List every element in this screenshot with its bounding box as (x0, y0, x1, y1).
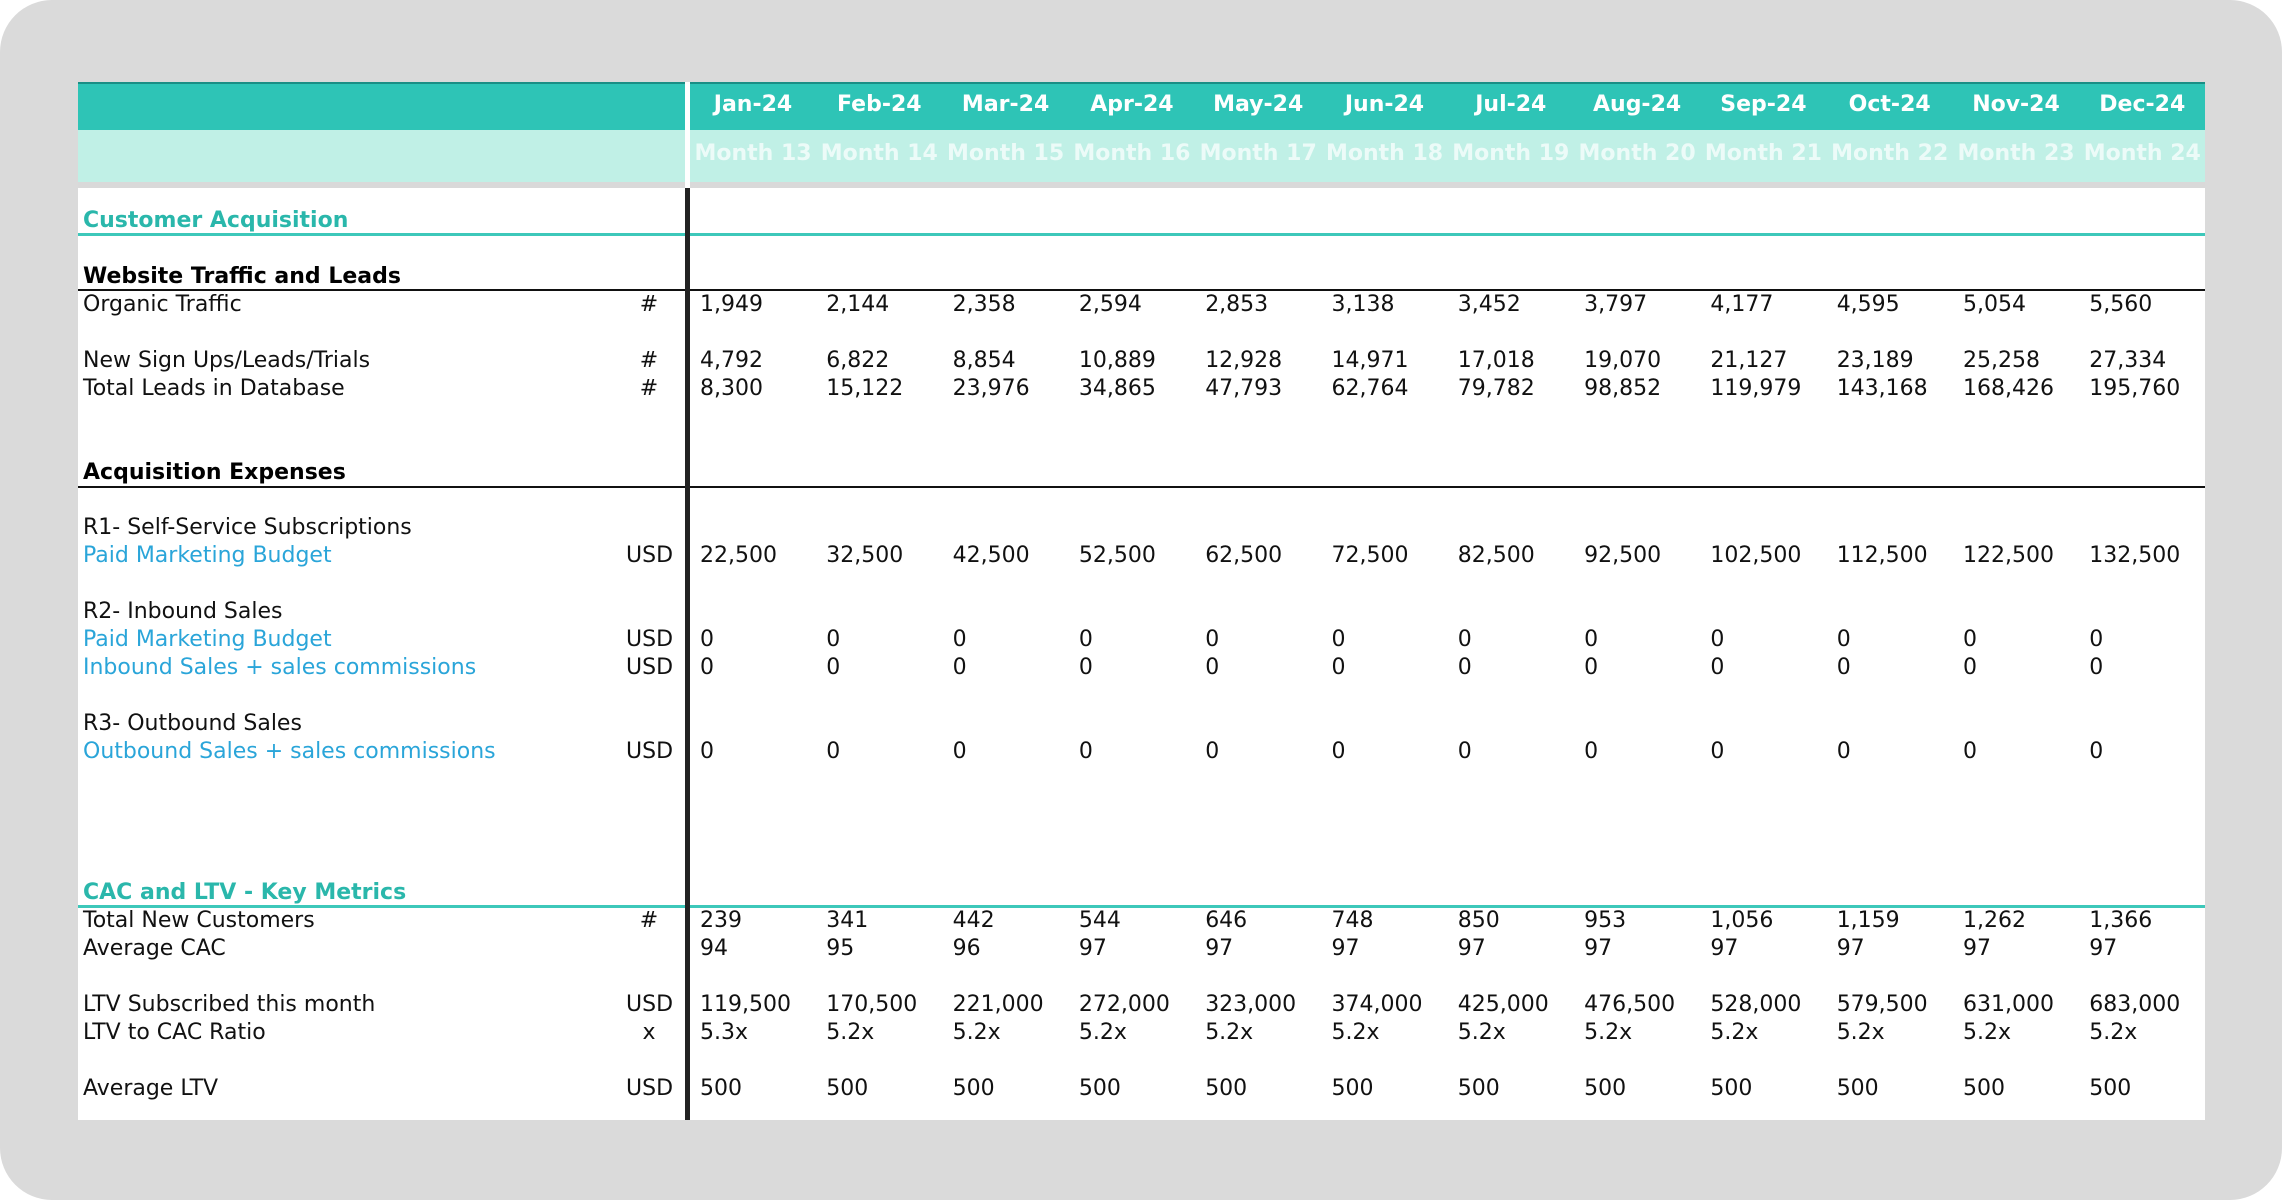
header-divider-gap (685, 82, 690, 188)
cell-value[interactable]: 850 (1457, 908, 1500, 933)
cell-value[interactable]: 97 (1205, 936, 1234, 961)
row-r3-outbound-sales[interactable] (78, 739, 2205, 767)
row-label: Organic Traffic (83, 292, 242, 317)
cell-value[interactable]: 544 (1078, 908, 1121, 933)
cell-value[interactable]: 500 (1836, 1076, 1879, 1101)
cell-value[interactable]: 0 (1331, 655, 1346, 680)
row-r3-title (78, 711, 2205, 739)
cell-value[interactable]: 34,865 (1078, 376, 1156, 401)
cell-value[interactable]: 97 (2089, 936, 2118, 961)
cell-value[interactable]: 122,500 (1963, 543, 2054, 568)
cell-value[interactable]: 25,258 (1963, 348, 2040, 373)
cell-value[interactable]: 500 (1963, 1076, 2005, 1101)
month-number-header: Month 17 (1199, 141, 1317, 166)
cell-value[interactable]: 1,159 (1836, 908, 1900, 933)
section-underline (78, 905, 2205, 908)
cell-value[interactable]: 42,500 (952, 543, 1030, 568)
row-label: New Sign Ups/Leads/Trials (83, 348, 371, 373)
cell-value[interactable]: 5.2x (1963, 1020, 2012, 1045)
cell-value[interactable]: 15,122 (826, 376, 904, 401)
row-unit: USD (626, 1076, 674, 1101)
cell-value[interactable]: 0 (1963, 627, 1977, 652)
month-header: Jan-24 (713, 92, 793, 117)
row-organic-traffic[interactable] (78, 292, 2205, 320)
row-unit: # (639, 292, 659, 317)
cell-value[interactable]: 0 (1457, 739, 1472, 764)
cell-value[interactable]: 0 (700, 739, 714, 764)
cell-value[interactable]: 4,177 (1710, 292, 1774, 317)
cell-value[interactable]: 0 (952, 627, 967, 652)
section-cac-ltv (78, 880, 2205, 908)
row-label: R1- Self-Service Subscriptions (83, 515, 412, 540)
cell-value[interactable]: 62,764 (1331, 376, 1409, 401)
month-number-header: Month 23 (1957, 141, 2075, 166)
cell-value[interactable]: 0 (1457, 655, 1472, 680)
cell-value[interactable]: 102,500 (1710, 543, 1802, 568)
cell-value[interactable]: 1,056 (1710, 908, 1774, 933)
month-header: Jun-24 (1344, 92, 1425, 117)
cell-value[interactable]: 32,500 (826, 543, 904, 568)
cell-value[interactable]: 0 (1963, 739, 1977, 764)
row-unit: USD (626, 739, 674, 764)
cell-value[interactable]: 22,500 (700, 543, 777, 568)
cell-value[interactable]: 239 (700, 908, 742, 933)
cell-value[interactable]: 0 (1836, 655, 1851, 680)
cell-value[interactable]: 3,138 (1331, 292, 1395, 317)
cell-value[interactable]: 21,127 (1710, 348, 1788, 373)
section-underline (78, 233, 2205, 236)
cell-value[interactable]: 27,334 (2089, 348, 2167, 373)
cell-value[interactable]: 5,560 (2089, 292, 2153, 317)
row-new-signups[interactable] (78, 348, 2205, 376)
cell-value[interactable]: 0 (1331, 627, 1346, 652)
cell-value[interactable]: 2,853 (1205, 292, 1269, 317)
row-label: R2- Inbound Sales (83, 599, 283, 624)
month-header: Oct-24 (1848, 92, 1931, 117)
month-number-header: Month 22 (1831, 141, 1949, 166)
cell-value[interactable]: 272,000 (1078, 992, 1170, 1017)
subsection-title: Website Traffic and Leads (83, 264, 401, 289)
row-label: Paid Marketing Budget (83, 543, 332, 568)
cell-value[interactable]: 97 (1963, 936, 1991, 961)
row-total-new-customers[interactable] (78, 908, 2205, 936)
cell-value[interactable]: 0 (952, 739, 967, 764)
month-header: Apr-24 (1090, 92, 1174, 117)
cell-value[interactable]: 97 (1836, 936, 1865, 961)
cell-value[interactable]: 0 (2089, 739, 2104, 764)
row-label: Total New Customers (83, 908, 315, 933)
cell-value[interactable]: 0 (700, 655, 714, 680)
row-label: LTV Subscribed this month (83, 992, 376, 1017)
month-header: Sep-24 (1720, 92, 1807, 117)
cell-value[interactable]: 5,054 (1963, 292, 2026, 317)
row-total-leads[interactable] (78, 376, 2205, 404)
spreadsheet (78, 82, 2205, 1120)
cell-value[interactable]: 0 (1078, 655, 1093, 680)
cell-value[interactable]: 97 (1710, 936, 1739, 961)
cell-value[interactable]: 476,500 (1584, 992, 1676, 1017)
cell-value[interactable]: 500 (2089, 1076, 2132, 1101)
cell-value[interactable]: 2,358 (952, 292, 1016, 317)
subsection-underline (78, 289, 2205, 291)
cell-value[interactable]: 0 (826, 655, 841, 680)
month-header: Feb-24 (837, 92, 922, 117)
cell-value[interactable]: 748 (1331, 908, 1374, 933)
cell-value[interactable]: 98,852 (1584, 376, 1662, 401)
cell-value[interactable]: 23,189 (1836, 348, 1914, 373)
cell-value[interactable]: 500 (1457, 1076, 1500, 1101)
cell-value[interactable]: 52,500 (1078, 543, 1156, 568)
cell-value[interactable]: 195,760 (2089, 376, 2181, 401)
cell-value[interactable]: 0 (700, 627, 714, 652)
cell-value[interactable]: 8,854 (952, 348, 1016, 373)
row-unit: # (639, 348, 659, 373)
cell-value[interactable]: 94 (700, 936, 728, 961)
row-r2-title (78, 599, 2205, 627)
cell-value[interactable]: 631,000 (1963, 992, 2054, 1017)
cell-value[interactable]: 79,782 (1457, 376, 1535, 401)
month-number-header: Month 24 (2083, 141, 2201, 166)
cell-value[interactable]: 72,500 (1331, 543, 1409, 568)
cell-value[interactable]: 0 (1584, 627, 1599, 652)
cell-value[interactable]: 683,000 (2089, 992, 2181, 1017)
row-average-cac[interactable] (78, 936, 2205, 964)
row-label: LTV to CAC Ratio (83, 1020, 266, 1045)
cell-value[interactable]: 0 (2089, 627, 2104, 652)
cell-value[interactable]: 4,595 (1836, 292, 1900, 317)
row-label: Average LTV (83, 1076, 219, 1101)
month-header: Aug-24 (1593, 92, 1682, 117)
row-label: Average CAC (83, 936, 226, 961)
month-number-header: Month 14 (820, 141, 938, 166)
row-unit: USD (626, 543, 674, 568)
cell-value[interactable]: 2,144 (826, 292, 890, 317)
cell-value[interactable]: 5.3x (700, 1020, 749, 1045)
cell-value[interactable]: 0 (1078, 627, 1093, 652)
row-r1-paid-marketing[interactable] (78, 543, 2205, 571)
month-header: Jul-24 (1475, 92, 1547, 117)
cell-value[interactable]: 8,300 (700, 376, 763, 401)
cell-value[interactable]: 12,928 (1205, 348, 1283, 373)
cell-value[interactable]: 5.2x (2089, 1020, 2138, 1045)
month-header: May-24 (1213, 92, 1304, 117)
subsection-underline (78, 486, 2205, 488)
cell-value[interactable]: 579,500 (1836, 992, 1928, 1017)
month-header: Nov-24 (1972, 92, 2060, 117)
cell-value[interactable]: 0 (1205, 739, 1220, 764)
row-ltv-cac-ratio[interactable] (78, 1020, 2205, 1048)
month-number-header: Month 15 (947, 141, 1065, 166)
header-separator (78, 182, 2205, 188)
row-ltv-subscribed[interactable] (78, 992, 2205, 1020)
month-header: Dec-24 (2099, 92, 2186, 117)
cell-value[interactable]: 0 (1710, 627, 1725, 652)
cell-value[interactable]: 0 (1584, 739, 1599, 764)
cell-value[interactable]: 1,262 (1963, 908, 2026, 933)
cell-value[interactable]: 6,822 (826, 348, 890, 373)
row-r2-inbound-sales[interactable] (78, 655, 2205, 683)
section-customer-acquisition (78, 208, 2205, 236)
cell-value[interactable]: 374,000 (1331, 992, 1423, 1017)
cell-value[interactable]: 0 (1331, 739, 1346, 764)
cell-value[interactable]: 10,889 (1078, 348, 1156, 373)
row-r2-paid-marketing[interactable] (78, 627, 2205, 655)
row-label: Inbound Sales + sales commissions (83, 655, 477, 680)
cell-value[interactable]: 5.2x (1457, 1020, 1506, 1045)
cell-value[interactable]: 17,018 (1457, 348, 1535, 373)
row-unit: USD (626, 627, 674, 652)
cell-value[interactable]: 132,500 (2089, 543, 2181, 568)
row-unit: USD (626, 992, 674, 1017)
cell-value[interactable]: 96 (952, 936, 981, 961)
cell-value[interactable]: 5.2x (1836, 1020, 1885, 1045)
row-unit: # (639, 908, 659, 933)
cell-value[interactable]: 425,000 (1457, 992, 1549, 1017)
cell-value[interactable]: 119,500 (700, 992, 791, 1017)
cell-value[interactable]: 500 (700, 1076, 742, 1101)
cell-value[interactable]: 500 (1078, 1076, 1121, 1101)
row-label: Outbound Sales + sales commissions (83, 739, 496, 764)
cell-value[interactable]: 3,452 (1457, 292, 1521, 317)
cell-value[interactable]: 1,366 (2089, 908, 2153, 933)
row-label: Total Leads in Database (83, 376, 345, 401)
cell-value[interactable]: 5.2x (1710, 1020, 1759, 1045)
cell-value[interactable]: 500 (952, 1076, 995, 1101)
cell-value[interactable]: 341 (826, 908, 869, 933)
cell-value[interactable]: 143,168 (1836, 376, 1928, 401)
month-number-header: Month 20 (1578, 141, 1696, 166)
cell-value[interactable]: 0 (1836, 627, 1851, 652)
cell-value[interactable]: 0 (952, 655, 967, 680)
cell-value[interactable]: 323,000 (1205, 992, 1297, 1017)
row-unit: USD (626, 655, 674, 680)
cell-value[interactable]: 5.2x (1584, 1020, 1633, 1045)
cell-value[interactable]: 2,594 (1078, 292, 1142, 317)
subsection-acquisition-expenses (78, 460, 2205, 488)
cell-value[interactable]: 62,500 (1205, 543, 1283, 568)
month-number-header: Month 19 (1452, 141, 1570, 166)
cell-value[interactable]: 500 (1584, 1076, 1627, 1101)
cell-value[interactable]: 168,426 (1963, 376, 2054, 401)
row-label: Paid Marketing Budget (83, 627, 332, 652)
section-title: CAC and LTV - Key Metrics (83, 880, 407, 905)
cell-value[interactable]: 3,797 (1584, 292, 1648, 317)
cell-value[interactable]: 0 (1963, 655, 1977, 680)
cell-value[interactable]: 1,949 (700, 292, 763, 317)
cell-value[interactable]: 221,000 (952, 992, 1044, 1017)
cell-value[interactable]: 646 (1205, 908, 1248, 933)
row-unit: # (639, 376, 659, 401)
cell-value[interactable]: 5.2x (826, 1020, 875, 1045)
cell-value[interactable]: 95 (826, 936, 855, 961)
cell-value[interactable]: 47,793 (1205, 376, 1283, 401)
cell-value[interactable]: 0 (2089, 655, 2104, 680)
subsection-title: Acquisition Expenses (83, 460, 346, 485)
cell-value[interactable]: 500 (1710, 1076, 1753, 1101)
cell-value[interactable]: 442 (952, 908, 995, 933)
cell-value[interactable]: 500 (1331, 1076, 1374, 1101)
cell-value[interactable]: 0 (1710, 655, 1725, 680)
cell-value[interactable]: 4,792 (700, 348, 763, 373)
cell-value[interactable]: 97 (1584, 936, 1613, 961)
cell-value[interactable]: 14,971 (1331, 348, 1409, 373)
cell-value[interactable]: 170,500 (826, 992, 918, 1017)
cell-value[interactable]: 23,976 (952, 376, 1030, 401)
cell-value[interactable]: 5.2x (952, 1020, 1001, 1045)
cell-value[interactable]: 97 (1331, 936, 1360, 961)
month-header: Mar-24 (961, 92, 1050, 117)
month-number-header: Month 13 (694, 141, 812, 166)
row-unit: x (642, 1020, 656, 1045)
row-label: R3- Outbound Sales (83, 711, 302, 736)
cell-value[interactable]: 97 (1078, 936, 1107, 961)
cell-value[interactable]: 0 (826, 739, 841, 764)
subsection-website-traffic (78, 264, 2205, 292)
cell-value[interactable]: 0 (1457, 627, 1472, 652)
cell-value[interactable]: 97 (1457, 936, 1486, 961)
cell-value[interactable]: 500 (826, 1076, 869, 1101)
cell-value[interactable]: 0 (826, 627, 841, 652)
row-average-ltv[interactable] (78, 1076, 2205, 1104)
cell-value[interactable]: 5.2x (1078, 1020, 1127, 1045)
cell-value[interactable]: 953 (1584, 908, 1627, 933)
cell-value[interactable]: 119,979 (1710, 376, 1802, 401)
section-title: Customer Acquisition (83, 208, 349, 233)
month-number-header: Month 18 (1325, 141, 1444, 166)
cell-value[interactable]: 0 (1710, 739, 1725, 764)
month-number-header: Month 21 (1704, 141, 1822, 166)
cell-value[interactable]: 0 (1836, 739, 1851, 764)
cell-value[interactable]: 82,500 (1457, 543, 1535, 568)
cell-value[interactable]: 0 (1205, 655, 1220, 680)
cell-value[interactable]: 19,070 (1584, 348, 1662, 373)
cell-value[interactable]: 92,500 (1584, 543, 1662, 568)
label-column-divider (685, 82, 690, 1120)
month-number-header: Month 16 (1073, 141, 1191, 166)
cell-value[interactable]: 0 (1205, 627, 1220, 652)
cell-value[interactable]: 112,500 (1836, 543, 1928, 568)
cell-value[interactable]: 5.2x (1205, 1020, 1254, 1045)
cell-value[interactable]: 5.2x (1331, 1020, 1380, 1045)
cell-value[interactable]: 0 (1584, 655, 1599, 680)
row-r1-title (78, 515, 2205, 543)
cell-value[interactable]: 0 (1078, 739, 1093, 764)
cell-value[interactable]: 500 (1205, 1076, 1248, 1101)
cell-value[interactable]: 528,000 (1710, 992, 1802, 1017)
